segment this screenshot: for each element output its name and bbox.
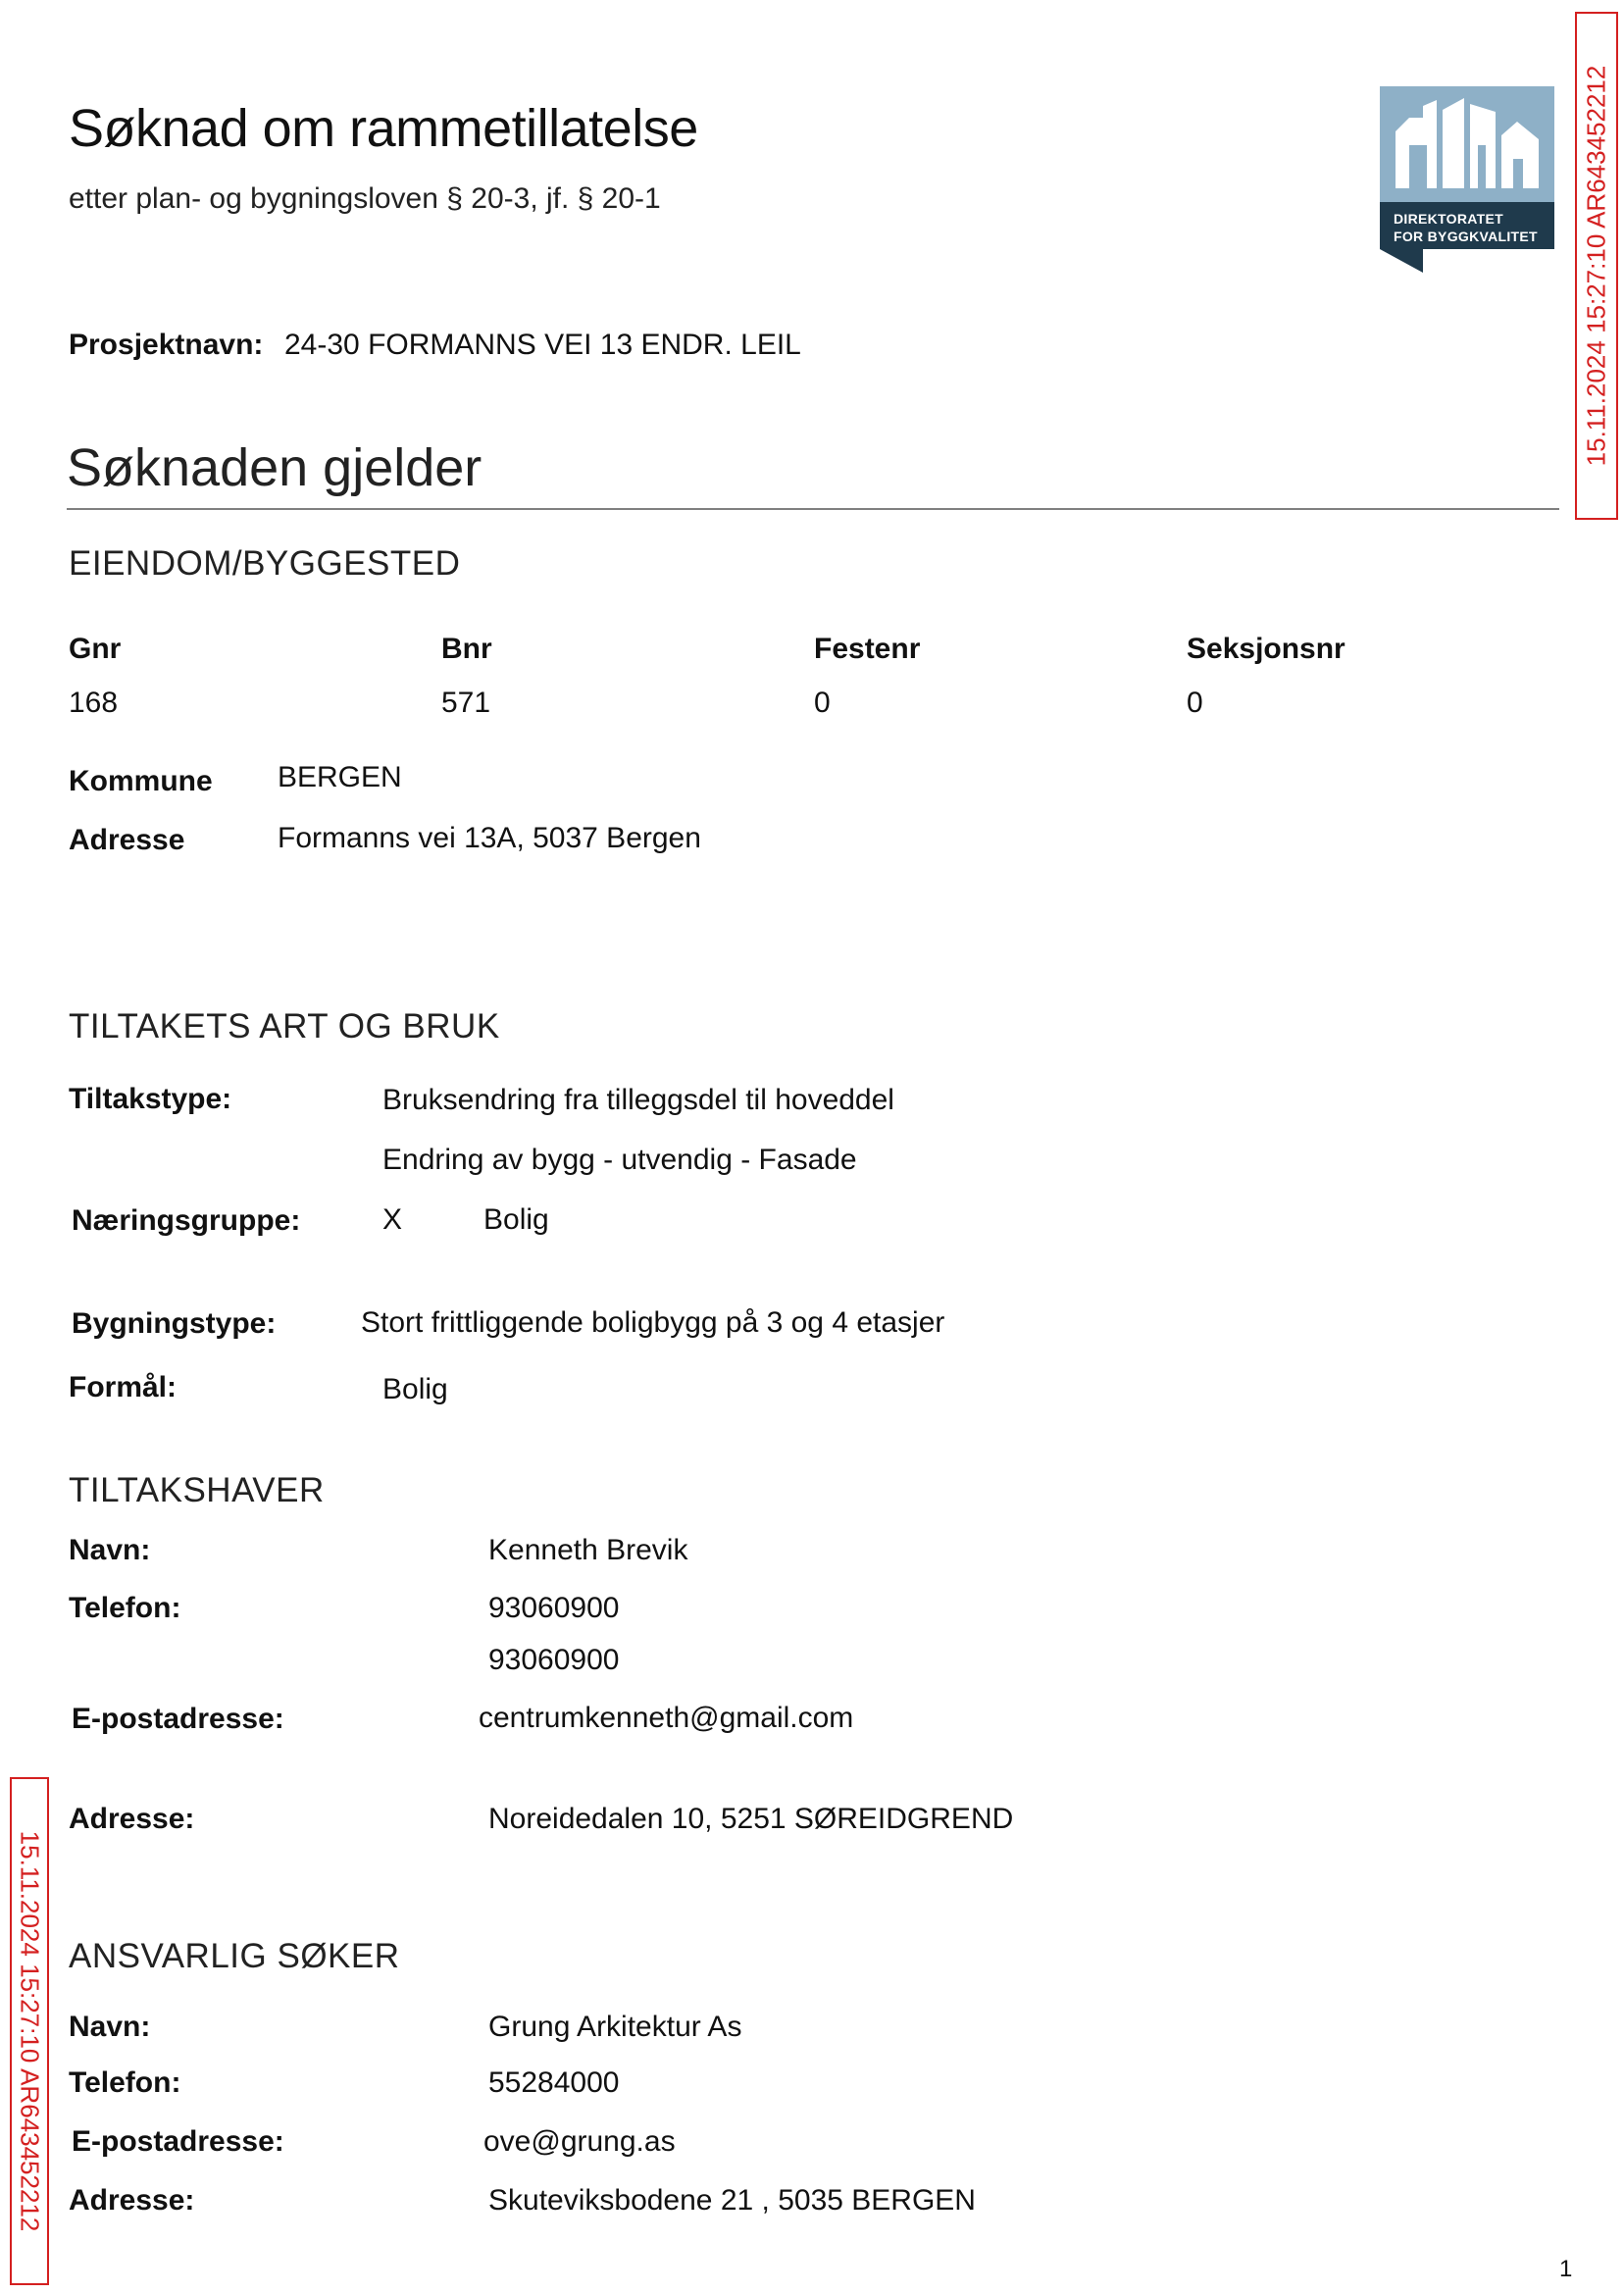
tiltakshaver-adresse-label: Adresse:	[69, 1803, 195, 1835]
naeringsgruppe-label: Næringsgruppe:	[72, 1204, 301, 1237]
value-festenr: 0	[814, 687, 831, 719]
page-number: 1	[1559, 2256, 1573, 2282]
tiltakstype-value-2: Endring av bygg - utvendig - Fasade	[382, 1144, 857, 1176]
ansvarlig-navn-value: Grung Arkitektur As	[488, 2011, 742, 2043]
ansvarlig-heading: ANSVARLIG SØKER	[69, 1937, 400, 1975]
logo-text-line1: DIREKTORATET	[1394, 211, 1503, 227]
ansvarlig-adresse-label: Adresse:	[69, 2184, 195, 2217]
bygningstype-value: Stort frittliggende boligbygg på 3 og 4 etasjer	[361, 1306, 945, 1339]
column-header-festenr: Festenr	[814, 633, 921, 665]
dibk-logo	[1380, 86, 1554, 275]
column-header-bnr: Bnr	[441, 633, 492, 665]
tiltakstype-value-1: Bruksendring fra tilleggsdel til hoveddel	[382, 1084, 894, 1116]
formal-label: Formål:	[69, 1371, 178, 1403]
value-bnr: 571	[441, 687, 491, 719]
logo-text-line2: FOR BYGGKVALITET	[1394, 229, 1538, 244]
ansvarlig-adresse-value: Skuteviksbodene 21 , 5035 BERGEN	[488, 2184, 976, 2217]
tiltakshaver-adresse-value: Noreidedalen 10, 5251 SØREIDGREND	[488, 1803, 1014, 1835]
page-subtitle: etter plan- og bygningsloven § 20-3, jf. § 20-1	[69, 182, 661, 215]
tiltak-heading: TILTAKETS ART OG BRUK	[69, 1007, 500, 1045]
tiltakshaver-navn-label: Navn:	[69, 1534, 151, 1566]
stamp-text: 15.11.2024 15:27:10 AR643452212	[1581, 65, 1611, 467]
column-header-seksjonsnr: Seksjonsnr	[1187, 633, 1345, 665]
adresse-value: Formanns vei 13A, 5037 Bergen	[278, 822, 701, 854]
timestamp-stamp-left	[10, 1777, 49, 2285]
section-title: Søknaden gjelder	[67, 438, 482, 497]
tiltakshaver-epost-label: E-postadresse:	[72, 1703, 284, 1735]
bygningstype-label: Bygningstype:	[72, 1307, 277, 1340]
ansvarlig-telefon-value: 55284000	[488, 2066, 620, 2099]
tiltakshaver-heading: TILTAKSHAVER	[69, 1471, 325, 1509]
column-header-gnr: Gnr	[69, 633, 122, 665]
ansvarlig-navn-label: Navn:	[69, 2011, 151, 2043]
tiltakshaver-navn-value: Kenneth Brevik	[488, 1534, 688, 1566]
naeringsgruppe-code: X	[382, 1203, 403, 1236]
adresse-label: Adresse	[69, 824, 185, 856]
kommune-value: BERGEN	[278, 761, 402, 793]
tiltakshaver-telefon-value-1: 93060900	[488, 1592, 620, 1624]
value-seksjonsnr: 0	[1187, 687, 1203, 719]
ansvarlig-epost-value: ove@grung.as	[483, 2125, 676, 2158]
logo-emblem	[1380, 86, 1554, 202]
naeringsgruppe-value: Bolig	[483, 1203, 549, 1236]
stamp-text: 15.11.2024 15:27:10 AR643452212	[15, 1830, 45, 2232]
page-title: Søknad om rammetillatelse	[69, 99, 698, 158]
tiltakstype-label: Tiltakstype:	[69, 1083, 232, 1115]
timestamp-stamp-right	[1575, 12, 1618, 520]
building-icon	[1380, 86, 1554, 202]
tiltakshaver-telefon-label: Telefon:	[69, 1592, 181, 1624]
section-divider	[67, 508, 1559, 510]
kommune-label: Kommune	[69, 765, 213, 797]
tiltakshaver-epost-value: centrumkenneth@gmail.com	[479, 1702, 854, 1734]
formal-value: Bolig	[382, 1373, 448, 1405]
tiltakshaver-telefon-value-2: 93060900	[488, 1644, 620, 1676]
project-label: Prosjektnavn:	[69, 329, 264, 361]
value-gnr: 168	[69, 687, 119, 719]
logo-banner	[1380, 202, 1554, 339]
project-value: 24-30 FORMANNS VEI 13 ENDR. LEIL	[284, 329, 801, 361]
ansvarlig-epost-label: E-postadresse:	[72, 2125, 284, 2158]
eiendom-heading: EIENDOM/BYGGESTED	[69, 544, 461, 583]
ansvarlig-telefon-label: Telefon:	[69, 2066, 181, 2099]
